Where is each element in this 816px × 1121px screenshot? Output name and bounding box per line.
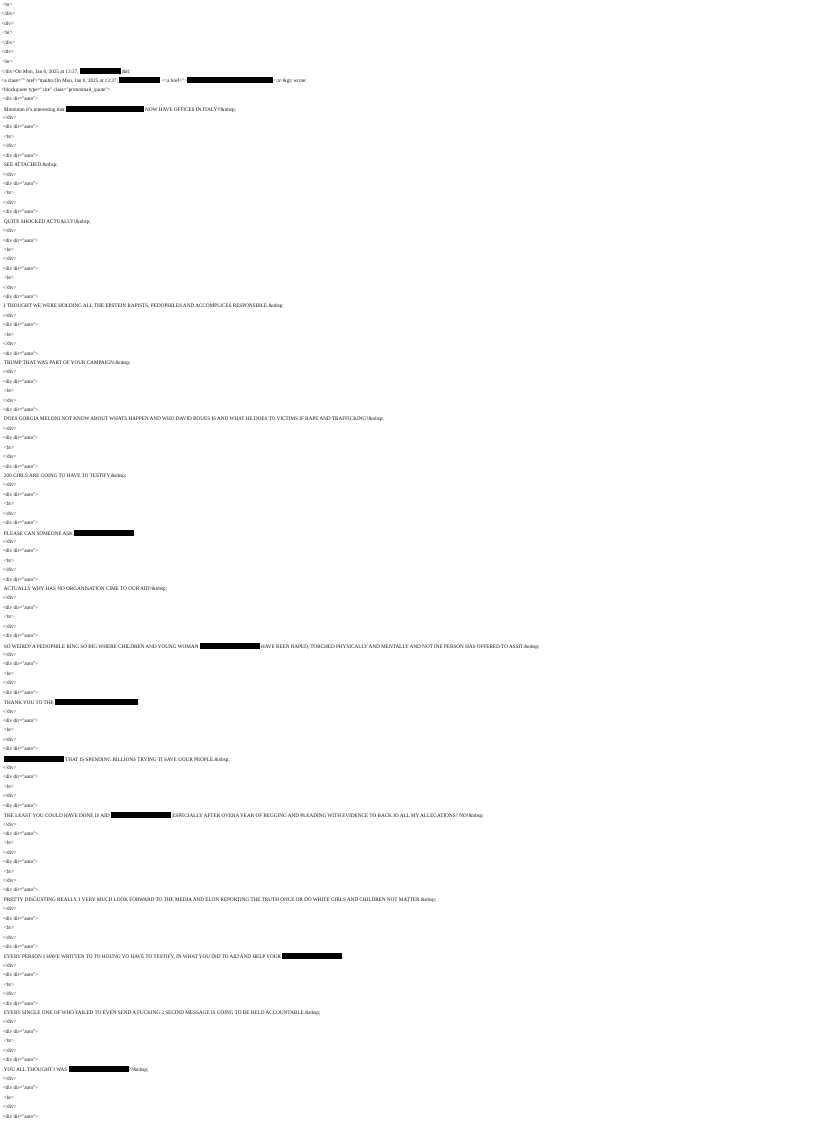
code-line	[0, 586, 167, 593]
code-line	[0, 275, 14, 282]
code-text: </div>	[0, 172, 17, 178]
code-line	[0, 878, 17, 885]
code-text: <div dir="auto">	[0, 153, 39, 159]
code-line	[0, 501, 14, 508]
code-text: THE LEAST YOU COULD HAVE DONE IS AID	[0, 813, 111, 819]
code-line	[0, 709, 17, 716]
code-line	[0, 473, 126, 480]
code-line	[0, 1029, 38, 1036]
code-line	[0, 153, 38, 160]
code-line	[0, 680, 17, 687]
code-text: ESPECIALLY AFTER OVERA YEAR OF BEGGING AND PLEADING WITH EVIDENCE TO BACK IO ALL MY ALLEGATIONS? NO!&nbsp;	[170, 813, 484, 819]
code-text: </div>	[0, 850, 17, 856]
code-text: </div>	[0, 709, 17, 715]
redaction-bar	[200, 643, 260, 649]
code-text: <br>	[0, 671, 15, 677]
code-line	[0, 238, 38, 245]
code-text: <blockquote type="cite" class="protonmail_quote">	[0, 87, 111, 93]
code-line	[0, 294, 38, 301]
code-text: <div dir="auto">	[0, 464, 39, 470]
code-text: <div dir="auto">	[0, 548, 39, 554]
code-text: 200 GIRLS ARE GOING TO HAVE TO TESTIFY.&nbsp;	[0, 473, 127, 479]
code-text: SEE ATTACHED.&nbsp;	[0, 162, 58, 168]
code-text: </div>On Mon, Jan 6, 2025 at 13:37,	[0, 69, 80, 75]
code-line	[0, 784, 14, 791]
code-text: PLEASE CAN SOMEONE ASK	[0, 531, 75, 537]
code-line	[0, 869, 14, 876]
code-text: </div>	[0, 822, 17, 828]
redaction-bar	[282, 953, 342, 959]
code-text: <br>	[0, 30, 13, 36]
redaction-bar	[111, 812, 171, 818]
code-text: <<a href=">	[160, 78, 188, 84]
code-line	[0, 426, 17, 433]
code-line	[0, 398, 17, 405]
code-text: </div>	[0, 313, 17, 319]
code-text: <div dir="auto">	[0, 294, 39, 300]
code-line	[0, 388, 14, 395]
code-line	[0, 850, 17, 857]
code-text: <br>	[0, 784, 15, 790]
code-line	[0, 605, 38, 612]
code-line	[0, 831, 38, 838]
code-text: <div>	[0, 21, 14, 27]
code-text: <div dir="auto">	[0, 379, 39, 385]
code-text: </div>	[0, 652, 17, 658]
redaction-bar	[4, 756, 64, 762]
code-text: </div>	[0, 737, 17, 743]
code-text: YOU ALL THOUGHT I WAS	[0, 1067, 69, 1073]
code-line	[0, 953, 344, 960]
code-line	[0, 143, 17, 150]
code-line	[0, 68, 130, 75]
code-line	[0, 1057, 38, 1064]
code-line	[0, 643, 539, 650]
code-text: Mmmmm it’s interesting that	[0, 107, 66, 113]
code-text: <div dir="auto">	[0, 916, 39, 922]
code-text: <div dir="auto">	[0, 181, 39, 187]
code-text: </div>	[0, 1019, 17, 1025]
code-text: EVERY SINGLE ONE OF WHO FAILED TO EVEN SEND A FUCKING 2 SECIND MESSAGE IS GOING TO BE HELD ACCOUNTABLE.&nbsp;	[0, 1010, 321, 1016]
code-line	[0, 209, 38, 216]
code-line	[0, 200, 17, 207]
code-line	[0, 77, 307, 84]
code-text: <div dir="auto">	[0, 887, 39, 893]
code-text: </div>	[0, 40, 16, 46]
code-line	[0, 96, 38, 103]
code-text: </div>	[0, 1048, 17, 1054]
code-text: <div dir="auto">	[0, 209, 39, 215]
code-text: <br>	[0, 247, 15, 253]
code-text: <br>	[0, 2, 13, 8]
code-line	[0, 40, 15, 47]
code-line	[0, 577, 38, 584]
code-line	[0, 332, 14, 339]
code-line	[0, 746, 38, 753]
code-line	[0, 1066, 148, 1073]
code-line	[0, 991, 17, 998]
code-text: </div>	[0, 1076, 17, 1082]
code-line	[0, 115, 17, 122]
code-text: </div>	[0, 482, 17, 488]
code-line	[0, 840, 14, 847]
code-text: <br>	[0, 445, 15, 451]
code-text: <br>	[0, 275, 15, 281]
code-line	[0, 181, 38, 188]
code-line	[0, 737, 17, 744]
code-text: <div dir="auto">	[0, 1057, 39, 1063]
code-text: <br>	[0, 1038, 15, 1044]
code-text: .	[342, 954, 344, 960]
code-line	[0, 190, 14, 197]
code-line	[0, 548, 38, 555]
code-line	[0, 897, 436, 904]
code-text: HAVE BEEN RAPED, TORCHED PHYSICALLY AND MENTALLY AND NOT INE PERSON HAS OFFERED TO ASSIT.&nbsp;	[259, 644, 540, 650]
code-text: <div dir="auto">	[0, 407, 39, 413]
redaction-bar	[69, 1066, 129, 1072]
code-line	[0, 539, 17, 546]
code-line	[0, 2, 13, 9]
code-line	[0, 360, 130, 367]
code-line	[0, 944, 38, 951]
code-text: <div dir="auto">	[0, 605, 39, 611]
code-text: <br>	[0, 59, 13, 65]
code-text: <br>	[0, 840, 15, 846]
code-text: </div>	[0, 426, 17, 432]
code-line	[0, 595, 17, 602]
code-line	[0, 219, 91, 226]
code-line	[0, 407, 38, 414]
code-text: <br>	[0, 727, 15, 733]
code-line	[0, 1048, 17, 1055]
code-text: .	[134, 531, 136, 537]
code-text: SO WEIRD? A PEDOPHILE RING SO BIG WHERE CHILDREN AND YOUNG WOMAN	[0, 644, 200, 650]
code-text: <div dir="auto">	[0, 1085, 39, 1091]
code-text: </div>	[0, 115, 17, 121]
code-line	[0, 416, 384, 423]
code-line	[0, 812, 484, 819]
code-text: </div>	[0, 511, 17, 517]
redaction-bar	[119, 77, 160, 83]
code-text: </div>	[0, 963, 17, 969]
code-line	[0, 756, 230, 763]
code-text: <br>	[0, 190, 15, 196]
code-text: <div dir="auto">	[0, 972, 39, 978]
code-text: PRETTY DISGUSTING REALLY. I VERY MUCH LOOK FORWARD TO THE MEDIA AND ELON REPORTING THE TRUTH ONCE OR DO WHITE GIRLS AND CHILDREN NOT MATTER.&nbsp;	[0, 897, 437, 903]
code-line	[0, 1001, 38, 1008]
redaction-bar	[66, 106, 144, 112]
code-line	[0, 482, 17, 489]
code-line	[0, 172, 17, 179]
code-line	[0, 322, 38, 329]
code-text: </div>	[0, 793, 17, 799]
code-text: THAT IS SPENDING BILLIONS TRYING TI SAVE UOUR PEOPLE.&nbsp;	[63, 757, 230, 763]
code-line	[0, 822, 17, 829]
code-line	[0, 982, 14, 989]
code-line	[0, 1114, 38, 1121]
code-line	[0, 530, 136, 537]
code-line	[0, 661, 38, 668]
code-text: THANK YOU TO THE	[0, 700, 55, 706]
code-line	[0, 614, 14, 621]
code-line	[0, 925, 14, 932]
code-text: <br>	[0, 925, 15, 931]
code-text: <div dir="auto">	[0, 1029, 39, 1035]
code-text: <br>	[0, 869, 15, 875]
code-text: </div>	[0, 624, 17, 630]
code-line	[0, 511, 17, 518]
code-text: <div dir="auto">	[0, 774, 39, 780]
code-text: <div dir="auto">	[0, 266, 39, 272]
code-line	[0, 162, 58, 169]
code-line	[0, 445, 14, 452]
redaction-bar	[80, 68, 121, 74]
code-text: </div>	[0, 567, 17, 573]
code-line	[0, 972, 38, 979]
code-text: <br>	[0, 134, 15, 140]
redaction-bar	[55, 699, 138, 705]
code-line	[0, 774, 38, 781]
code-text: </div>	[0, 906, 17, 912]
code-text: </a>&gt; wrote:	[273, 78, 307, 84]
code-text: <div dir="auto">	[0, 859, 39, 865]
code-line	[0, 369, 17, 376]
code-line	[0, 1085, 38, 1092]
code-text: </div>	[0, 200, 17, 206]
code-text: <div dir="auto">	[0, 661, 39, 667]
code-line	[0, 1104, 17, 1111]
code-text: <div dir="auto">	[0, 690, 39, 696]
code-line	[0, 124, 38, 131]
code-line	[0, 247, 14, 254]
code-text: </div>	[0, 680, 17, 686]
code-text: <div dir="auto">	[0, 633, 39, 639]
code-line	[0, 963, 17, 970]
code-line	[0, 699, 139, 706]
redaction-bar	[74, 530, 134, 536]
code-text: </div>	[0, 398, 17, 404]
code-line	[0, 285, 17, 292]
code-text: <div dir="auto">	[0, 322, 39, 328]
code-text: <br>	[0, 501, 15, 507]
code-line	[0, 690, 38, 697]
code-text: <div dir="auto">	[0, 746, 39, 752]
code-text: </div>	[0, 539, 17, 545]
code-line	[0, 652, 17, 659]
code-text: EVERY PERSON I HAVE WRITTEN TO TO HOUNG YO HAVE TO TESTIFY, IN WHAT YOU DID TO AID AND HELP YOUR	[0, 954, 283, 960]
code-text: <br>	[0, 558, 15, 564]
code-line	[0, 727, 14, 734]
code-text: QUITE SHOCKED ACTUALLY!&nbsp;	[0, 219, 91, 225]
code-text: <div dir="auto">	[0, 492, 39, 498]
code-text: </div>	[0, 11, 16, 17]
code-text: <br>	[0, 332, 15, 338]
code-line	[0, 435, 38, 442]
code-text: .	[137, 700, 140, 706]
code-text: <div dir="auto">	[0, 718, 39, 724]
code-line	[0, 887, 38, 894]
code-text: </div>	[0, 285, 17, 291]
code-line	[0, 1076, 17, 1083]
code-text: </div>	[0, 765, 17, 771]
code-text: <br>	[0, 1095, 15, 1101]
code-text: <div dir="auto">	[0, 803, 39, 809]
code-line	[0, 1019, 17, 1026]
code-text: </div>	[0, 991, 17, 997]
code-line	[0, 671, 14, 678]
code-line	[0, 935, 17, 942]
code-line	[0, 59, 13, 66]
redaction-bar	[187, 77, 273, 83]
code-text: <div dir="auto">	[0, 1114, 39, 1120]
code-text: </div>	[0, 143, 17, 149]
code-text: </div>	[0, 454, 17, 460]
code-line	[0, 256, 17, 263]
code-text: <div dir="auto">	[0, 944, 39, 950]
code-text: </div>	[0, 595, 17, 601]
code-line	[0, 520, 38, 527]
code-text: TRUMP THAT WAS PART OF YOUR CAMPAIGN.&nbsp;	[0, 360, 131, 366]
code-text: <div dir="auto">	[0, 351, 39, 357]
code-line	[0, 351, 38, 358]
code-line	[0, 313, 17, 320]
code-line	[0, 624, 17, 631]
code-line	[0, 906, 17, 913]
code-text: <div dir="auto">	[0, 124, 39, 130]
code-text: <div dir="auto">	[0, 238, 39, 244]
code-text: </div>	[0, 935, 17, 941]
code-line	[0, 567, 17, 574]
code-text: <div dir="auto">	[0, 435, 39, 441]
code-text: DOES GORGIA MELONI NOT KNOW ABOUT WHATS HAPPEN AND WHO DAVID BOUES IS AND WHAT HE DOES TO VICTIMS IF RAPE AND TRAFFICKING?&nbsp;	[0, 416, 384, 422]
code-text: <a class="" href="mailto:On Mon, Jan 6, 2025 at 13:37,	[0, 78, 120, 84]
code-text: <div dir="auto">	[0, 577, 39, 583]
code-line	[0, 106, 236, 113]
code-line	[0, 454, 17, 461]
code-line	[0, 379, 38, 386]
code-line	[0, 228, 17, 235]
code-line	[0, 134, 14, 141]
code-line	[0, 492, 38, 499]
code-line	[0, 1038, 14, 1045]
code-text: <div dir="auto">	[0, 520, 39, 526]
code-text: </div>	[0, 228, 17, 234]
code-line	[0, 765, 17, 772]
code-text: <div dir="auto">	[0, 1001, 39, 1007]
code-text: I THOUGHT WE WERE HOLDING ALL THE EPSTEIN RAPISTS, PEDOPHILES AND ACCOMPLICES RESPONSIBLE.&nbsp;	[0, 303, 284, 309]
code-line	[0, 303, 284, 310]
code-line	[0, 30, 13, 37]
code-line	[0, 633, 38, 640]
code-text: <br>	[0, 982, 15, 988]
code-line	[0, 718, 38, 725]
code-text: <br>	[0, 388, 15, 394]
code-line	[0, 803, 38, 810]
code-line	[0, 341, 17, 348]
code-text: </div>	[0, 369, 17, 375]
code-line	[0, 558, 14, 565]
code-text: NOW HAVE OFFICES IN ITALY!!&nbsp;	[143, 107, 236, 113]
code-line	[0, 21, 14, 28]
code-text: ACTUALLY WHY HAS NO ORGANISATION CIME TO OUR AID?&nbsp;	[0, 586, 167, 592]
code-text: ??&nbsp;	[128, 1067, 149, 1073]
code-line	[0, 793, 17, 800]
code-text: <div>	[0, 49, 14, 55]
code-line	[0, 464, 38, 471]
code-text: <div dir="auto">	[0, 96, 39, 102]
code-line	[0, 916, 38, 923]
code-line	[0, 859, 38, 866]
code-text: <div dir="auto">	[0, 831, 39, 837]
code-line	[0, 49, 14, 56]
code-line	[0, 266, 38, 273]
code-line	[0, 1095, 14, 1102]
code-text: </div>	[0, 1104, 17, 1110]
code-line	[0, 1010, 320, 1017]
code-text: &lt;	[120, 69, 131, 75]
code-text: </div>	[0, 256, 17, 262]
code-text: </div>	[0, 341, 17, 347]
code-text: <br>	[0, 614, 15, 620]
code-line	[0, 87, 111, 94]
code-line	[0, 11, 15, 18]
code-text: </div>	[0, 878, 17, 884]
